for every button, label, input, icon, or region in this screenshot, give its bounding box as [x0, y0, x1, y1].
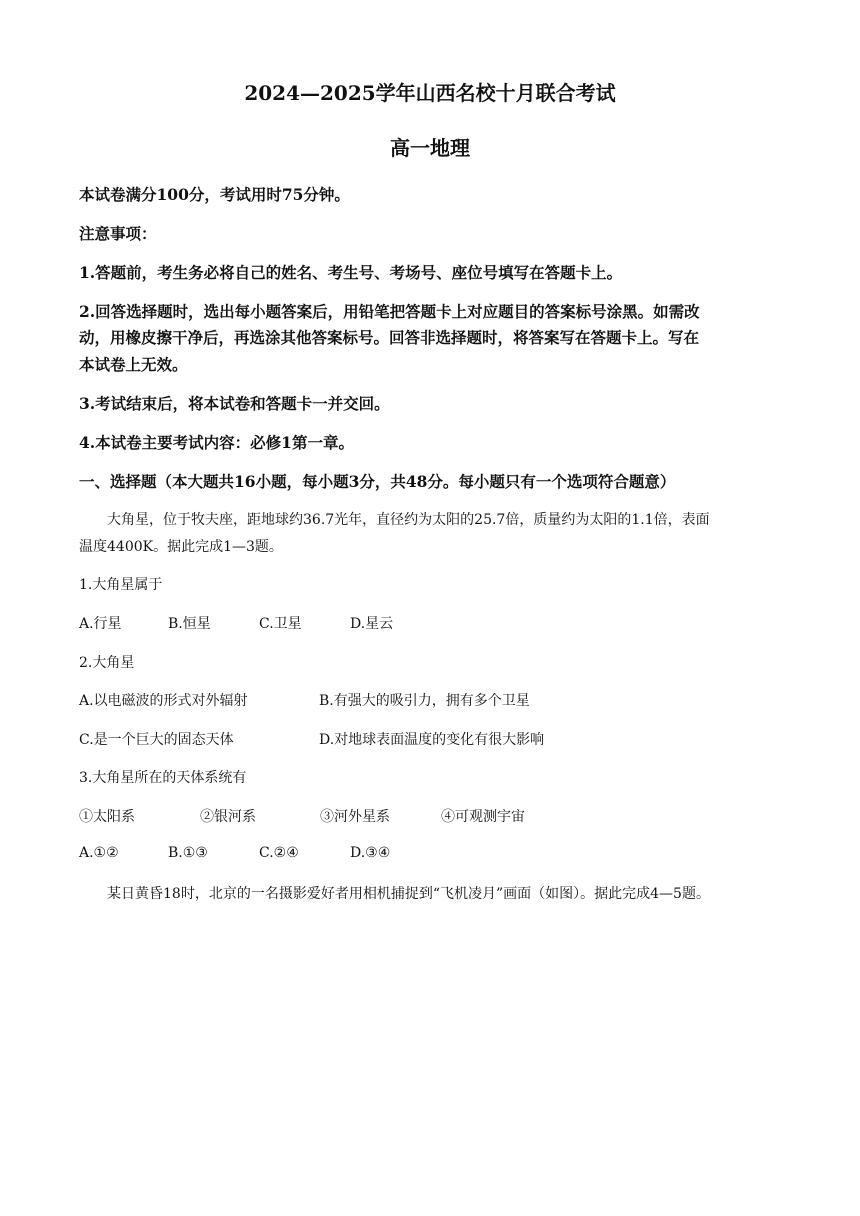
section-heading: 一、选择题（本大题共16小题，每小题3分，共48分。每小题只有一个选项符合题意） [79, 472, 676, 491]
question-3-option-a: A.①② [79, 845, 119, 861]
notice-heading: 注意事项： [79, 224, 157, 243]
question-1-option-c: C.卫星 [259, 616, 302, 632]
question-2-option-c: C.是一个巨大的固态天体 [79, 732, 234, 748]
question-3-option-b: B.①③ [168, 845, 208, 861]
question-1-option-b: B.恒星 [168, 616, 211, 632]
notice-item-1: 1.答题前，考生务必将自己的姓名、考生号、考场号、座位号填写在答题卡上。 [79, 263, 623, 282]
question-1-option-d: D.星云 [350, 616, 394, 632]
question-1-option-a: A.行星 [79, 616, 122, 632]
question-2-option-d: D.对地球表面温度的变化有很大影响 [319, 732, 545, 748]
question-3-item-1: ①太阳系 [79, 809, 135, 825]
passage-2: 某日黄昏18时，北京的一名摄影爱好者用相机捕捉到“飞机凌月”画面（如图）。据此完成4—5题。 [107, 886, 710, 902]
notice-item-4: 4.本试卷主要考试内容：必修1第一章。 [79, 433, 354, 452]
question-1-stem: 1.大角星属于 [79, 577, 163, 593]
passage-1-line-2: 温度4400K。据此完成1—3题。 [79, 539, 283, 555]
notice-item-2-line-1: 2.回答选择题时，选出每小题答案后，用铅笔把答题卡上对应题目的答案标号涂黑。如需改 [79, 302, 700, 321]
score-time-note: 本试卷满分100分，考试用时75分钟。 [79, 185, 350, 204]
subject-title: 高一地理 [390, 136, 470, 160]
question-3-item-4: ④可观测宇宙 [441, 809, 525, 825]
notice-item-3: 3.考试结束后，将本试卷和答题卡一并交回。 [79, 394, 390, 413]
notice-item-2-line-3: 本试卷上无效。 [79, 355, 188, 374]
question-3-item-2: ②银河系 [200, 809, 256, 825]
question-3-stem: 3.大角星所在的天体系统有 [79, 770, 247, 786]
question-3-option-c: C.②④ [259, 845, 299, 861]
notice-item-2-line-2: 动，用橡皮擦干净后，再选涂其他答案标号。回答非选择题时，将答案写在答题卡上。写在 [79, 328, 700, 347]
question-2-option-a: A.以电磁波的形式对外辐射 [79, 693, 248, 709]
question-2-stem: 2.大角星 [79, 655, 135, 671]
question-3-option-d: D.③④ [350, 845, 391, 861]
exam-title: 2024—2025学年山西名校十月联合考试 [244, 81, 616, 105]
question-3-item-3: ③河外星系 [320, 809, 390, 825]
passage-1-line-1: 大角星，位于牧夫座，距地球约36.7光年，直径约为太阳的25.7倍，质量约为太阳的1.1倍，表面 [107, 512, 710, 528]
question-2-option-b: B.有强大的吸引力，拥有多个卫星 [319, 693, 530, 709]
